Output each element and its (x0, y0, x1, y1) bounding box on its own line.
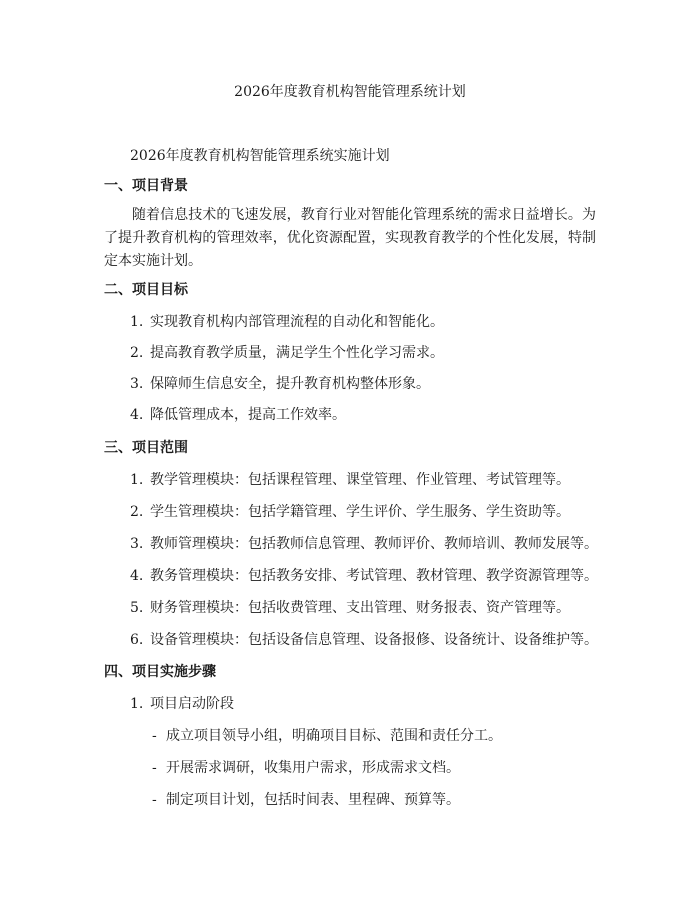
list-text: 财务管理模块：包括收费管理、支出管理、财务报表、资产管理等。 (150, 600, 570, 616)
list-number: 4. (130, 407, 144, 423)
section-heading-scope: 三、项目范围 (104, 440, 188, 456)
dash-bullet: - (152, 728, 157, 744)
section-heading-goals: 二、项目目标 (104, 282, 188, 298)
sub-list-item (152, 726, 502, 746)
document-subtitle: 2026年度教育机构智能管理系统实施计划 (130, 148, 390, 164)
list-item (130, 312, 444, 332)
list-number: 2. (130, 504, 144, 520)
document-title: 2026年度教育机构智能管理系统计划 (234, 84, 466, 100)
list-text: 项目启动阶段 (150, 696, 234, 712)
list-item (130, 343, 444, 363)
sub-list-text: 开展需求调研，收集用户需求，形成需求文档。 (166, 760, 460, 776)
list-item (130, 405, 346, 425)
list-item (130, 598, 570, 618)
list-item (130, 502, 570, 522)
list-text: 教务管理模块：包括教务安排、考试管理、教材管理、教学资源管理等。 (150, 568, 598, 584)
list-number: 4. (130, 568, 144, 584)
list-number: 6. (130, 632, 144, 648)
list-number: 2. (130, 345, 144, 361)
background-paragraph: 随着信息技术的飞速发展，教育行业对智能化管理系统的需求日益增长。为了提升教育机构的管理效率，优化资源配置，实现教育教学的个性化发展，特制定本实施计划。 (104, 207, 596, 269)
list-item (130, 630, 598, 650)
sub-list-text: 制定项目计划，包括时间表、里程碑、预算等。 (166, 792, 460, 808)
list-item (130, 470, 570, 490)
list-text: 教学管理模块：包括课程管理、课堂管理、作业管理、考试管理等。 (150, 472, 570, 488)
list-text: 保障师生信息安全，提升教育机构整体形象。 (150, 376, 430, 392)
list-item (130, 534, 598, 554)
list-item (130, 374, 430, 394)
section-heading-steps: 四、项目实施步骤 (104, 664, 216, 680)
sub-list-item (152, 758, 460, 778)
section-heading-background: 一、项目背景 (104, 178, 188, 194)
list-item (130, 566, 598, 586)
list-number: 3. (130, 376, 144, 392)
list-number: 5. (130, 600, 144, 616)
list-text: 降低管理成本，提高工作效率。 (150, 407, 346, 423)
list-item (130, 694, 234, 714)
list-number: 1. (130, 472, 144, 488)
list-text: 教师管理模块：包括教师信息管理、教师评价、教师培训、教师发展等。 (150, 536, 598, 552)
list-text: 设备管理模块：包括设备信息管理、设备报修、设备统计、设备维护等。 (150, 632, 598, 648)
list-number: 1. (130, 696, 144, 712)
sub-list-item (152, 790, 460, 810)
dash-bullet: - (152, 760, 157, 776)
list-text: 实现教育机构内部管理流程的自动化和智能化。 (150, 314, 444, 330)
sub-list-text: 成立项目领导小组，明确项目目标、范围和责任分工。 (166, 728, 502, 744)
dash-bullet: - (152, 792, 157, 808)
list-number: 1. (130, 314, 144, 330)
list-number: 3. (130, 536, 144, 552)
list-text: 学生管理模块：包括学籍管理、学生评价、学生服务、学生资助等。 (150, 504, 570, 520)
list-text: 提高教育教学质量，满足学生个性化学习需求。 (150, 345, 444, 361)
